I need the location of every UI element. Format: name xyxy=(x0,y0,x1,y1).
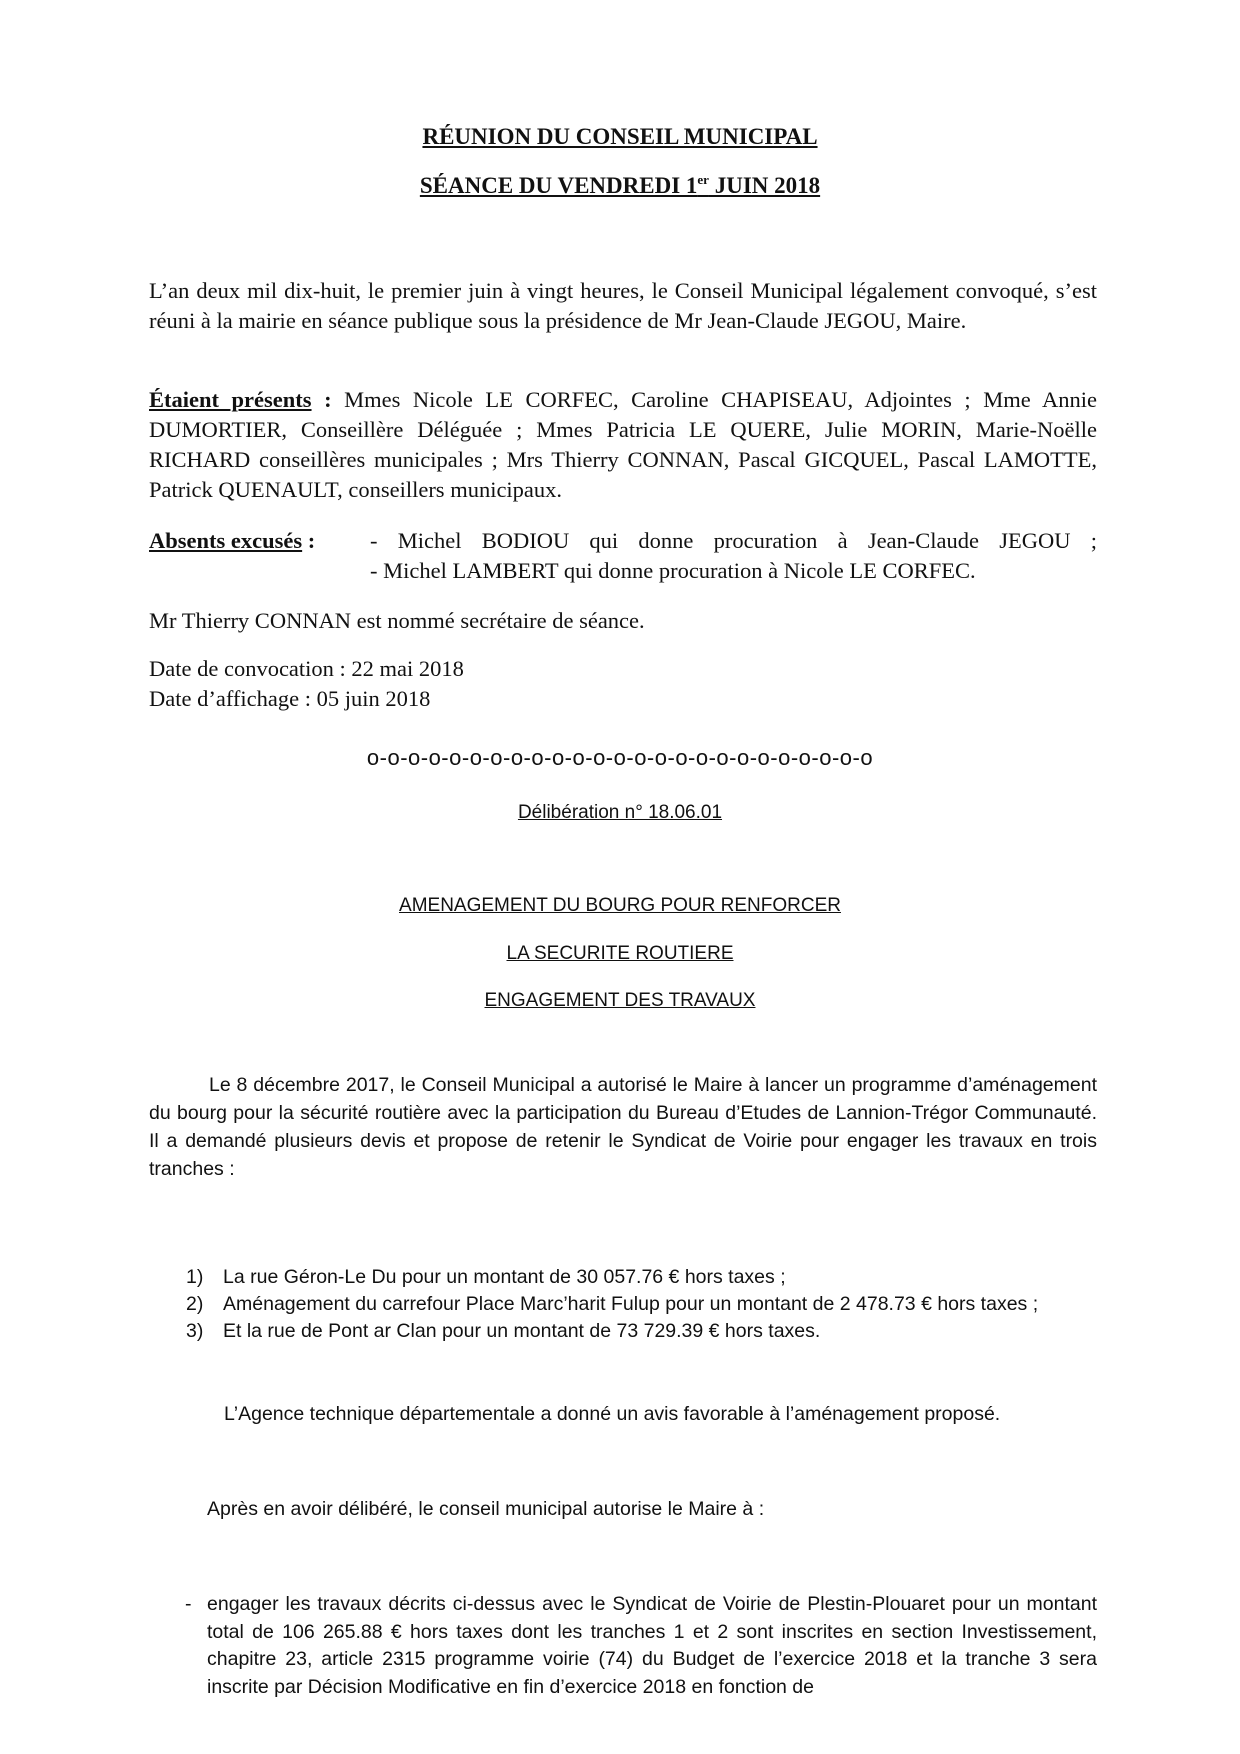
presents-paragraph xyxy=(149,385,1097,505)
decision-dash: - xyxy=(185,1593,192,1615)
decision-text: engager les travaux décrits ci-dessus avec le Syndicat de Voirie de Plestin-Plouaret pour un montant total de 106 265.88 € hors taxes dont les tranches 1 et 2 sont inscrites en section Investissement, chapitre 23, article 2315 programme voirie (74) du Budget de l’exercice 2018 et la tranche 3 sera inscrite par Décision Modificative en fin d’exercice 2018 en fonction de xyxy=(207,1593,1097,1698)
deliberation-heading-line: LA SECURITE ROUTIERE xyxy=(506,943,734,964)
convocation-date: Date de convocation : 22 mai 2018 xyxy=(149,656,464,681)
tranche-item xyxy=(149,1291,1097,1318)
deliberation-main-paragraph: Le 8 décembre 2017, le Conseil Municipal a autorisé le Maire à lancer un programme d’aménagement du bourg pour la sécurité routière avec la participation du Bureau d’Etudes de Lannion-Trégor Communauté. Il a demandé plusieurs devis et propose de retenir le Syndicat de Voirie pour engager les travaux en trois tranches : xyxy=(149,1074,1097,1180)
document-title: RÉUNION DU CONSEIL MUNICIPAL xyxy=(422,124,818,149)
absents-label: Absents excusés xyxy=(149,528,303,553)
tranche-number: 1) xyxy=(186,1266,204,1288)
intro-paragraph: L’an deux mil dix-huit, le premier juin à vingt heures, le Conseil Municipal légalement convoqué, s’est réuni à la mairie en séance publique sous la présidence de Mr Jean-Claude JEGOU, Maire. xyxy=(149,278,1097,333)
tranche-item xyxy=(149,1264,1097,1291)
decision-intro-paragraph: Après en avoir délibéré, le conseil municipal autorise le Maire à : xyxy=(207,1498,765,1520)
session-date-title xyxy=(0,172,1240,199)
agency-opinion-paragraph: L’Agence technique départementale a donné un avis favorable à l’aménagement proposé. xyxy=(224,1403,1001,1425)
secretary-line: Mr Thierry CONNAN est nommé secrétaire de séance. xyxy=(149,608,645,633)
session-date-superscript: er xyxy=(697,172,709,187)
tranche-text: La rue Géron-Le Du pour un montant de 30 057.76 € hors taxes ; xyxy=(223,1266,786,1288)
tranche-number: 3) xyxy=(186,1320,204,1342)
absents-colon: : xyxy=(302,528,316,553)
absent-item: - Michel LAMBERT qui donne procuration à Nicole LE CORFEC. xyxy=(370,558,976,583)
tranche-number: 2) xyxy=(186,1293,204,1315)
posting-date: Date d’affichage : 05 juin 2018 xyxy=(149,686,431,711)
section-separator: o-o-o-o-o-o-o-o-o-o-o-o-o-o-o-o-o-o-o-o-o-o-o-o-o xyxy=(366,745,874,770)
tranches-list xyxy=(149,1264,1097,1345)
session-date-suffix: JUIN 2018 xyxy=(708,173,821,198)
tranche-item xyxy=(149,1318,1097,1345)
deliberation-number: Délibération n° 18.06.01 xyxy=(517,802,723,823)
presents-list: Mmes Nicole LE CORFEC, Caroline CHAPISEAU, Adjointes ; Mme Annie DUMORTIER, Conseillère Déléguée ; Mmes Patricia LE QUERE, Julie MORIN, Marie-Noëlle RICHARD conseillères municipales ; Mrs Thierry CONNAN, Pascal GICQUEL, Pascal LAMOTTE, Patrick QUENAULT, conseillers municipaux. xyxy=(149,387,1097,502)
decision-item xyxy=(149,1591,1097,1701)
presents-colon: : xyxy=(311,387,345,412)
tranche-text: Et la rue de Pont ar Clan pour un montant de 73 729.39 € hors taxes. xyxy=(223,1320,821,1342)
absents-label-wrapper xyxy=(149,526,315,556)
deliberation-heading-line: AMENAGEMENT DU BOURG POUR RENFORCER xyxy=(399,895,841,916)
tranche-text: Aménagement du carrefour Place Marc’harit Fulup pour un montant de 2 478.73 € hors taxes ; xyxy=(223,1293,1039,1315)
decisions-list xyxy=(149,1591,1097,1701)
deliberation-heading-line: ENGAGEMENT DES TRAVAUX xyxy=(484,990,756,1011)
session-date-prefix: SÉANCE DU VENDREDI 1 xyxy=(419,173,698,198)
presents-label: Étaient présents xyxy=(149,387,312,412)
absent-item: - Michel BODIOU qui donne procuration à Jean-Claude JEGOU ; xyxy=(370,528,1097,553)
